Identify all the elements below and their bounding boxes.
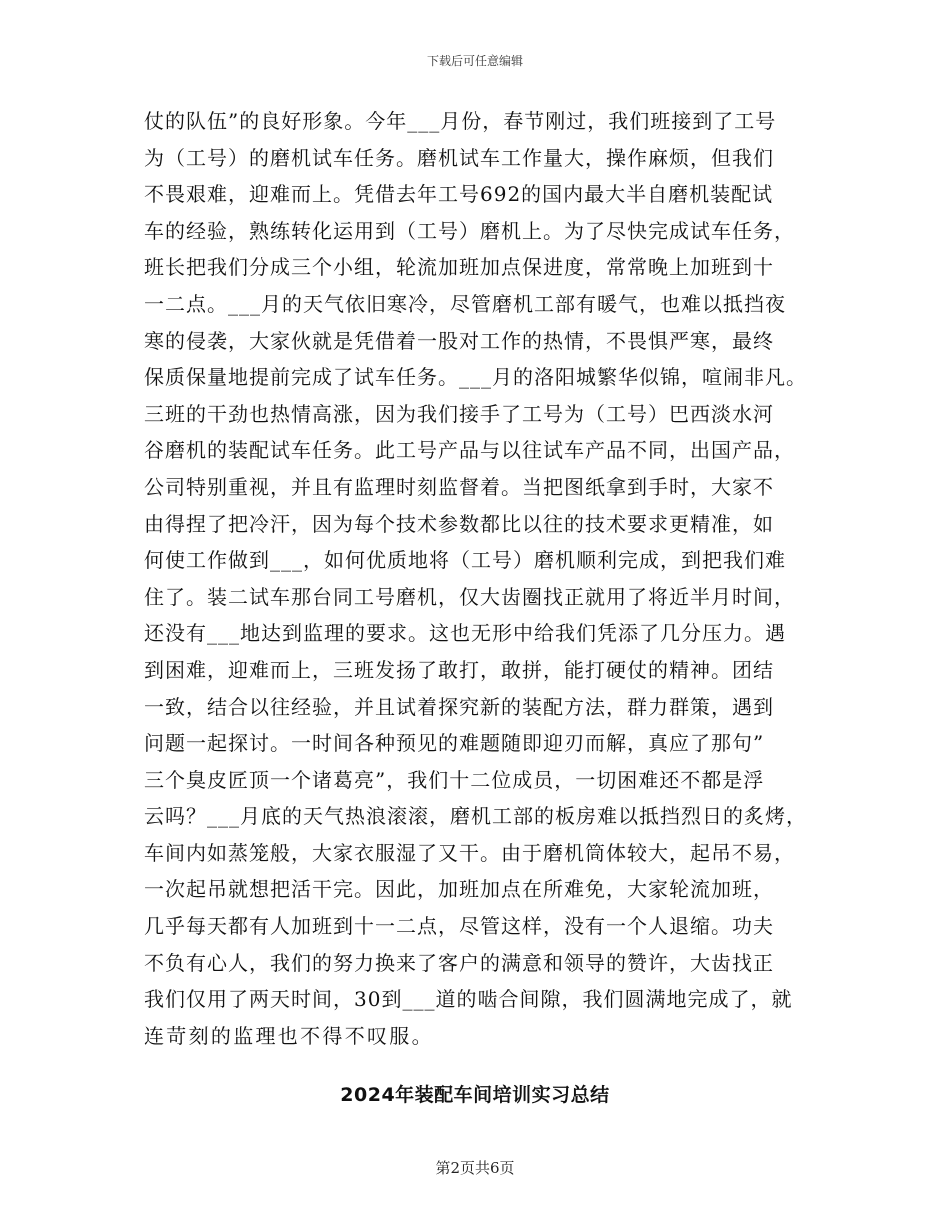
- text-line: 一次起吊就想把活干完。因此，加班加点在所难免，大家轮流加班，: [144, 877, 774, 902]
- text-line: 云吗？___月底的天气热浪滚滚，磨机工部的板房难以抵挡烈日的炙烤，: [144, 804, 807, 829]
- text-line: 保质保量地提前完成了试车任务。___月的洛阳城繁华似锦，喧闹非凡。: [144, 365, 807, 390]
- text-line: 一二点。___月的天气依旧寒冷，尽管磨机工部有暖气，也难以抵挡夜: [144, 291, 786, 316]
- text-line: 公司特别重视，并且有监理时刻监督着。当把图纸拿到手时，大家不: [144, 474, 774, 499]
- text-line: 还没有___地达到监理的要求。这也无形中给我们凭添了几分压力。遇: [144, 621, 786, 646]
- text-line: 班长把我们分成三个小组，轮流加班加点保进度，常常晚上加班到十: [144, 255, 774, 280]
- text-line: 车的经验，熟练转化运用到（工号）磨机上。为了尽快完成试车任务，: [144, 218, 795, 243]
- text-line: 仗的队伍”的良好形象。今年___月份，春节刚过，我们班接到了工号: [144, 109, 777, 133]
- text-line: 住了。装二试车那台同工号磨机，仅大齿圈找正就用了将近半月时间，: [144, 584, 795, 609]
- text-line: 到困难，迎难而上，三班发扬了敢打，敢拼，能打硬仗的精神。团结: [144, 657, 774, 682]
- section-title: 2024年装配车间培训实习总结: [340, 1084, 610, 1106]
- text-line: 车间内如蒸笼般，大家衣服湿了又干。由于磨机筒体较大，起吊不易，: [144, 840, 795, 865]
- text-line: 何使工作做到___，如何优质地将（工号）磨机顺利完成，到把我们难: [144, 548, 786, 573]
- text-line: 不负有心人，我们的努力换来了客户的满意和领导的赞许，大齿找正: [144, 950, 774, 975]
- text-line: 几乎每天都有人加班到十一二点，尽管这样，没有一个人退缩。功夫: [144, 914, 774, 939]
- text-line: 为（工号）的磨机试车任务。磨机试车工作量大，操作麻烦，但我们: [144, 145, 774, 170]
- body-paragraph: [144, 103, 824, 1054]
- text-line: 问题一起探讨。一时间各种预见的难题随即迎刃而解，真应了那句”: [144, 731, 765, 756]
- text-line: 连苛刻的监理也不得不叹服。: [144, 1023, 434, 1048]
- text-line: 我们仅用了两天时间，30到___道的啮合间隙，我们圆满地完成了，就: [144, 987, 793, 1012]
- text-line: 一致，结合以往经验，并且试着探究新的装配方法，群力群策，遇到: [144, 694, 774, 719]
- text-line: 由得捏了把冷汗，因为每个技术参数都比以往的技术要求更精准，如: [144, 511, 774, 536]
- text-line: 谷磨机的装配试车任务。此工号产品与以往试车产品不同，出国产品，: [144, 438, 795, 463]
- text-line: 三个臭皮匠顶一个诸葛亮”，我们十二位成员，一切困难还不都是浮: [144, 767, 765, 792]
- text-line: 三班的干劲也热情高涨，因为我们接手了工号为（工号）巴西淡水河: [144, 401, 774, 426]
- page-header-note: 下载后可任意编辑: [426, 54, 523, 68]
- page-number: 第2页共6页: [435, 1159, 515, 1177]
- text-line: 不畏艰难，迎难而上。凭借去年工号692的国内最大半自磨机装配试: [144, 182, 774, 207]
- text-line: 寒的侵袭，大家伙就是凭借着一股对工作的热情，不畏惧严寒，最终: [144, 328, 774, 353]
